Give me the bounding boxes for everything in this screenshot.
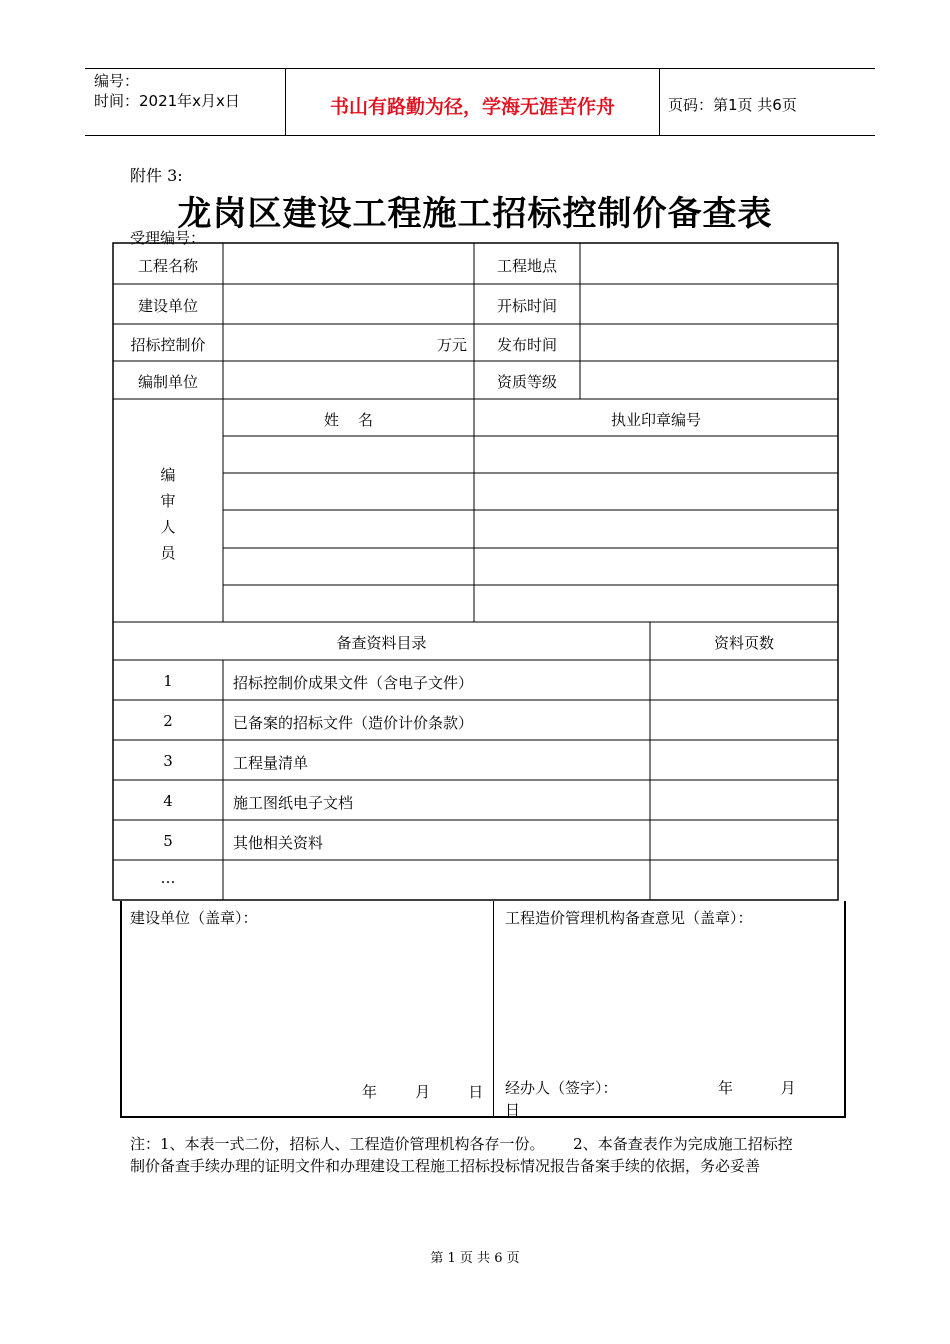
material-row-item: 施工图纸电子文档 — [233, 794, 354, 812]
material-row-number: 4 — [163, 792, 173, 810]
label-release-time: 发布时间 — [496, 336, 557, 354]
material-row-item: 工程量清单 — [233, 754, 309, 772]
construction-unit-date: 年 月 日 — [362, 1083, 484, 1101]
header-date-label: 时间：2021年x月x日 — [94, 92, 240, 110]
personnel-label-char: 人 — [160, 518, 176, 536]
personnel-seal-header: 执业印章编号 — [610, 411, 701, 429]
materials-catalog-header: 备查资料目录 — [336, 634, 427, 652]
label-project-location: 工程地点 — [496, 257, 557, 275]
personnel-label-char: 编 — [160, 466, 176, 484]
material-row-item: 已备案的招标文件（造价计价条款） — [233, 714, 474, 732]
material-row-number: 2 — [163, 712, 173, 730]
label-construction-unit: 建设单位 — [137, 297, 198, 315]
page-footer: 第 1 页 共 6 页 — [430, 1251, 520, 1266]
label-bid-opening-time: 开标时间 — [496, 297, 557, 315]
cost-agency-date-day: 日 — [505, 1101, 521, 1119]
personnel-label-char: 审 — [160, 492, 176, 510]
header-number-label: 编号： — [94, 72, 140, 90]
note-line-2: 制价备查手续办理的证明文件和办理建设工程施工招标投标情况报告备案手续的依据，务必妥善 — [130, 1157, 761, 1175]
attachment-label: 附件 3: — [130, 166, 183, 185]
value-control-price-unit[interactable]: 万元 — [436, 336, 467, 354]
materials-pages-header: 资料页数 — [713, 634, 774, 652]
material-row-item: 招标控制价成果文件（含电子文件） — [233, 674, 474, 692]
label-qualification-grade: 资质等级 — [496, 373, 557, 391]
material-row-number: 5 — [163, 832, 173, 850]
label-compiling-unit: 编制单位 — [137, 373, 198, 391]
cost-agency-opinion-label: 工程造价管理机构备查意见（盖章）： — [505, 909, 753, 927]
note-line-1: 注：1、本表一式二份，招标人、工程造价管理机构各存一份。 2、本备查表作为完成施工招标控 — [130, 1135, 793, 1153]
cost-agency-date: 年 月 — [718, 1079, 796, 1097]
handler-signature-label: 经办人（签字）： — [505, 1079, 618, 1097]
label-project-name: 工程名称 — [137, 257, 198, 275]
material-row-item: 其他相关资料 — [233, 834, 324, 852]
personnel-name-header: 姓 名 — [323, 411, 374, 429]
construction-unit-seal-label: 建设单位（盖章）： — [130, 909, 258, 927]
signature-divider — [493, 901, 494, 1117]
page-title: 龙岗区建设工程施工招标控制价备查表 — [177, 194, 773, 234]
material-row-number: 1 — [163, 672, 173, 690]
header-page-label: 页码：第1页 共6页 — [668, 96, 797, 114]
acceptance-number-label: 受理编号： — [130, 229, 206, 247]
header-motto: 书山有路勤为径，学海无涯苦作舟 — [329, 96, 615, 118]
material-row-number: … — [160, 869, 176, 887]
label-control-price: 招标控制价 — [130, 336, 206, 354]
personnel-label-char: 员 — [160, 544, 176, 562]
material-row-number: 3 — [163, 752, 173, 770]
